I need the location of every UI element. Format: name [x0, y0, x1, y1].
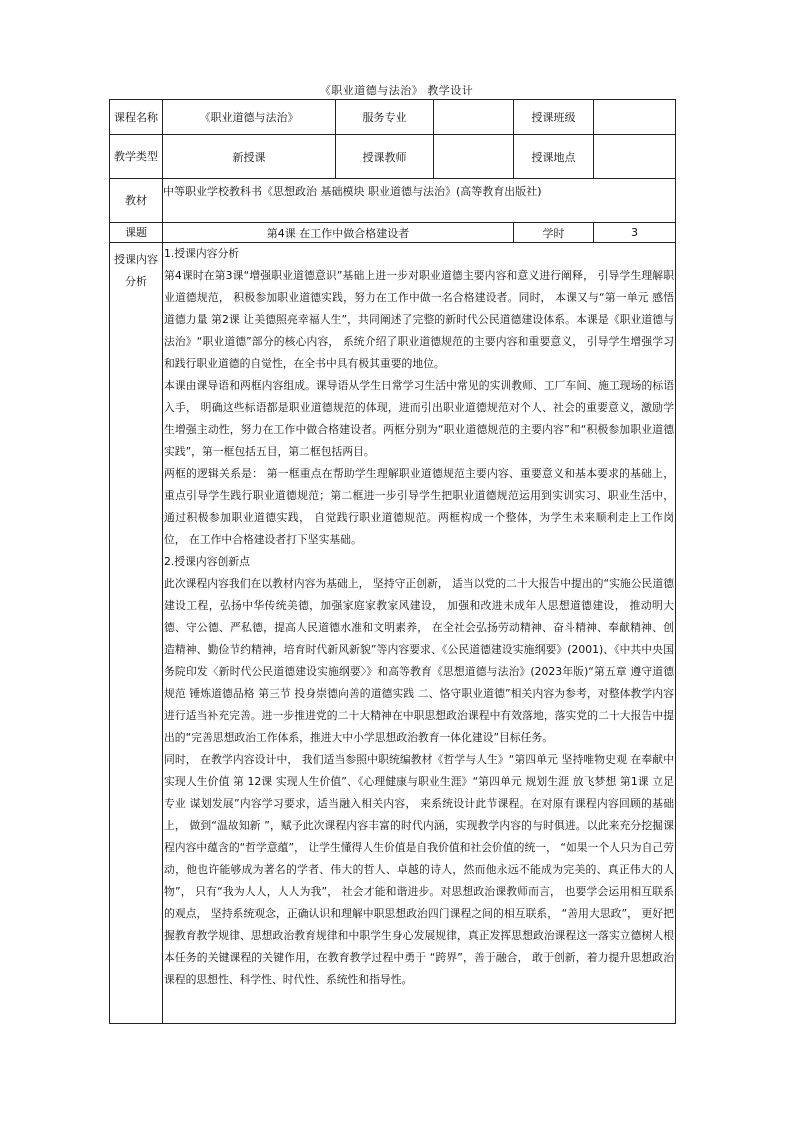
paragraph: 本课由课导语和两框内容组成。课导语从学生日常学习生活中常见的实训教师、工厂车间、施工现场的标语入手， 明确这些标语都是职业道德规范的体现，进而引出职业道德规范对个人、社会的重要意义，激励学生增强主动性，努力在工作中做合格建设者。两框分别为“职业道德规范的主要内容”和“积极参加职业道德实践”，第一框包括五目，第二框包括两目。: [164, 379, 674, 458]
hours-value: 3: [594, 223, 676, 243]
course-name-label: 课程名称: [110, 100, 163, 135]
teaching-type-row: [110, 135, 676, 179]
class-label: 授课班级: [514, 100, 594, 135]
paragraph: 两框的逻辑关系是： 第一框重点在帮助学生理解职业道德规范主要内容、重要意义和基本要求的基础上，重点引导学生践行职业道德规范；第二框进一步引导学生把职业道德规范运用到实训实习、职业生活中， 通过积极参加职业道德实践， 自觉践行职业道德规范。两框构成一个整体，为学生未来顺利走上工作岗位， 在工作中合格建设者打下坚实基础。: [164, 467, 674, 546]
textbook-value: 中等职业学校教科书《思想政治 基础模块 职业道德与法治》(高等教育出版社): [163, 179, 676, 223]
lesson-plan-table: [109, 99, 676, 1024]
content-analysis-row: [110, 243, 676, 1024]
document-title: 《职业道德与法治》 教学设计: [319, 84, 474, 97]
section-heading-analysis: 1.授课内容分析: [164, 247, 240, 260]
textbook-row: [110, 179, 676, 223]
major-label: 服务专业: [336, 100, 434, 135]
topic-label: 课题: [110, 223, 163, 243]
teaching-type-label: 教学类型: [110, 135, 163, 179]
section-heading-innovation: 2.授课内容创新点: [164, 555, 250, 568]
place-value: [594, 135, 676, 179]
place-label: 授课地点: [514, 135, 594, 179]
teacher-label: 授课教师: [336, 135, 434, 179]
paragraph: 同时， 在教学内容设计中， 我们适当参照中职统编教材《哲学与人生》“第四单元 坚持唯物史观 在奉献中实现人生价值 第 12课 实现人生价值”、《心理健康与职业生涯》“第四单元 规划生涯 放飞梦想 第1课 立足专业 谋划发展”内容学习要求，适当融入相关内容， 来系统设计此节课程。在对原有课程内容回顾的基础上， 做到“温故知新 ”，赋予此次课程内容丰富的时代内涵，实现教学内容的与时俱进。以此来充分挖掘课程内容中蕴含的“哲学意蕴”， 让学生懂得人生价值是自我价值和社会价值的统一， “如果一个人只为自己劳动，他也许能够成为著名的学者、伟大的哲人、卓越的诗人，然而他永远不能成为完美的、真正伟大的人物”， 只有“我为人人，人人为我”， 社会才能和谐进步。对思想政治课教师而言， 也要学会运用相互联系的观点， 坚持系统观念，正确认识和理解中职思想政治四门课程之间的相互联系， “善用大思政”， 更好把握教育教学规律、思想政治教育规律和中职学生身心发展规律，真正发挥思想政治课程这一落实立德树人根本任务的关键课程的关键作用，在教育教学过程中勇于 “跨界”，善于融合， 敢于创新，着力提升思想政治课程的思想性、科学性、时代性、系统性和指导性。: [164, 753, 674, 986]
topic-value: 第4课 在工作中做合格建设者: [163, 223, 514, 243]
content-analysis-label: 授课内容分析: [110, 243, 163, 1024]
class-value: [594, 100, 676, 135]
paragraph: 此次课程内容我们在以教材内容为基础上， 坚持守正创新， 适当以党的二十大报告中提出的“实施公民道德建设工程，弘扬中华传统美德，加强家庭家教家风建设， 加强和改进未成年人思想道德建设， 推动明大德、守公德、严私德，提高人民道德水准和文明素养， 在全社会弘扬劳动精神、奋斗精神、奉献精神、创造精神、勤俭节约精神，培育时代新风新貌”等内容要求、《公民道德建设实施纲要》(2001)、《中共中央国务院印发〈新时代公民道德建设实施纲要〉》和高等教育《思想道德与法治》(2023年版)“第五章 遵守道德规范 锤炼道德品格 第三节 投身崇德向善的道德实践 二、恪守职业道德”相关内容为参考，对整体教学内容进行适当补充完善。进一步推进党的二十大精神在中职思想政治课程中有效落地，落实党的二十大报告中提出的“完善思想政治工作体系，推进大中小学思想政治教育一体化建设”目标任务。: [164, 577, 674, 744]
content-analysis-body: [163, 243, 676, 1024]
topic-row: [110, 223, 676, 243]
teacher-value: [434, 135, 514, 179]
paragraph: 第4课时在第3课“增强职业道德意识”基础上进一步对职业道德主要内容和意义进行阐释， 引导学生理解职业道德规范， 积极参加职业道德实践，努力在工作中做一名合格建设者。同时， 本课又与“第一单元 感悟道德力量 第2课 让美德照亮幸福人生”，共同阐述了完整的新时代公民道德建设体系。本课是《职业道德与法治》“职业道德”部分的核心内容， 系统介绍了职业道德规范的主要内容和重要意义， 引导学生增强学习和践行职业道德的自觉性，在全书中具有极其重要的地位。: [164, 269, 674, 370]
course-name-row: [110, 100, 676, 135]
course-name-value: 《职业道德与法治》: [163, 100, 336, 135]
teaching-type-value: 新授课: [163, 135, 336, 179]
major-value: [434, 100, 514, 135]
textbook-label: 教材: [110, 179, 163, 223]
hours-label: 学时: [514, 223, 594, 243]
